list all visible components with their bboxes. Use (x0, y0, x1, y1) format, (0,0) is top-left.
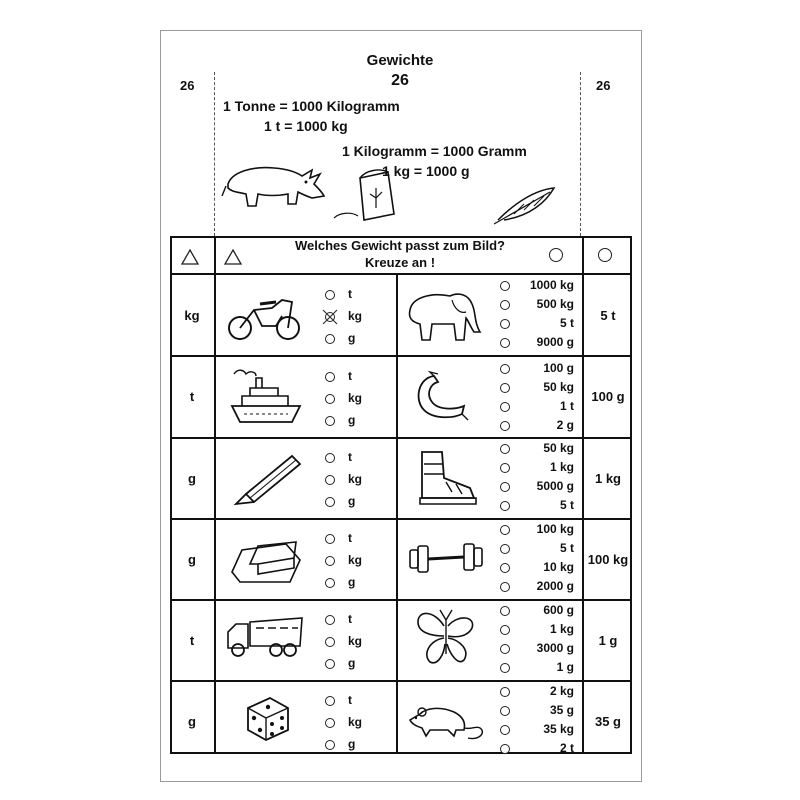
left-option-circle[interactable] (325, 556, 335, 566)
right-option-circle[interactable] (500, 319, 510, 329)
mouse-illustration (406, 700, 486, 744)
left-option-label: g (348, 737, 356, 751)
left-option-circle[interactable] (325, 497, 335, 507)
right-option-circle[interactable] (500, 338, 510, 348)
left-option-label: t (348, 693, 352, 707)
right-answer-cell: 100 g (591, 389, 625, 404)
left-option-circle[interactable] (325, 334, 335, 344)
left-option-circle[interactable] (325, 453, 335, 463)
right-option-label: 9000 g (536, 335, 574, 349)
right-option-label: 500 kg (536, 297, 574, 311)
right-option-label: 2 g (556, 418, 574, 432)
left-option-circle[interactable] (325, 372, 335, 382)
question-line-1: Welches Gewicht passt zum Bild? (295, 238, 505, 253)
circle-icon (549, 248, 563, 262)
left-option-circle[interactable] (325, 578, 335, 588)
right-option-label: 2000 g (536, 579, 574, 593)
right-option-label: 1000 kg (529, 278, 574, 292)
right-option-label: 2 t (559, 741, 574, 755)
right-option-label: 1 t (559, 399, 574, 413)
right-option-label: 1 kg (549, 622, 574, 636)
right-option-circle[interactable] (500, 482, 510, 492)
ski-boot-illustration (416, 448, 478, 510)
left-option-label: t (348, 287, 352, 301)
right-option-label: 100 g (543, 361, 574, 375)
left-answer-cell: t (189, 389, 195, 404)
right-option-label: 35 g (549, 703, 574, 717)
right-option-circle[interactable] (500, 421, 510, 431)
dice-illustration (242, 694, 292, 744)
row-divider-4 (170, 599, 632, 601)
left-option-label: kg (348, 634, 363, 648)
right-option-label: 5000 g (536, 479, 574, 493)
left-option-label: kg (348, 391, 363, 405)
formula-tonne: 1 Tonne = 1000 Kilogramm (223, 98, 400, 114)
circle-icon (598, 248, 612, 262)
left-option-circle[interactable] (325, 534, 335, 544)
right-option-circle[interactable] (500, 644, 510, 654)
left-option-label: g (348, 575, 356, 589)
left-answer-cell: g (188, 471, 196, 486)
formula-kg: 1 kg = 1000 g (382, 163, 470, 179)
col-divider-2 (396, 273, 398, 754)
right-option-circle[interactable] (500, 501, 510, 511)
right-option-circle[interactable] (500, 687, 510, 697)
right-option-circle[interactable] (500, 444, 510, 454)
fold-line-left (214, 72, 215, 236)
right-answer-cell: 100 kg (587, 552, 629, 567)
row-divider-5 (170, 680, 632, 682)
left-option-label: t (348, 531, 352, 545)
left-option-circle[interactable] (325, 475, 335, 485)
left-answer-cell: kg (184, 308, 200, 323)
right-answer-cell: 5 t (600, 308, 616, 323)
right-option-circle[interactable] (500, 383, 510, 393)
side-number-right: 26 (596, 78, 611, 93)
page-title: Gewichte (366, 52, 434, 69)
pencil-illustration (232, 450, 302, 506)
left-option-label: kg (348, 715, 363, 729)
fold-line-right (580, 72, 581, 236)
right-option-label: 1 kg (549, 460, 574, 474)
right-option-label: 50 kg (543, 380, 574, 394)
right-option-circle[interactable] (500, 706, 510, 716)
row-divider-3 (170, 518, 632, 520)
triangle-icon (223, 248, 243, 266)
question-line-2: Kreuze an ! (364, 255, 436, 270)
left-option-label: g (348, 656, 356, 670)
right-option-label: 3000 g (536, 641, 574, 655)
right-option-circle[interactable] (500, 300, 510, 310)
left-option-circle[interactable] (325, 615, 335, 625)
formula-kilogramm: 1 Kilogramm = 1000 Gramm (342, 143, 527, 159)
left-answer-cell: g (188, 552, 196, 567)
left-option-label: kg (348, 472, 363, 486)
right-option-circle[interactable] (500, 544, 510, 554)
elephant-illustration (406, 290, 484, 344)
left-option-circle[interactable] (325, 659, 335, 669)
butter-illustration (228, 530, 304, 586)
left-option-label: kg (348, 309, 363, 323)
right-option-circle[interactable] (500, 744, 510, 754)
formula-t: 1 t = 1000 kg (264, 118, 348, 134)
right-answer-cell: 1 g (598, 633, 618, 648)
left-option-label: kg (348, 553, 363, 567)
col-divider-1 (214, 236, 216, 754)
left-option-circle[interactable] (325, 290, 335, 300)
table-header-divider (170, 273, 632, 275)
butterfly-illustration (414, 606, 478, 668)
left-option-label: t (348, 612, 352, 626)
cross-mark-icon (322, 309, 338, 325)
right-option-label: 5 t (559, 316, 574, 330)
motorcycle-illustration (226, 290, 304, 342)
left-option-circle[interactable] (325, 696, 335, 706)
left-option-label: g (348, 331, 356, 345)
right-option-label: 5 t (559, 541, 574, 555)
right-option-label: 2 kg (549, 684, 574, 698)
right-option-circle[interactable] (500, 463, 510, 473)
row-divider-2 (170, 437, 632, 439)
left-option-label: t (348, 450, 352, 464)
triangle-icon (180, 248, 200, 266)
left-answer-cell: t (189, 633, 195, 648)
page-number: 26 (391, 72, 409, 89)
right-option-label: 100 kg (536, 522, 574, 536)
left-option-circle[interactable] (325, 394, 335, 404)
left-answer-cell: g (188, 714, 196, 729)
left-option-label: t (348, 369, 352, 383)
right-option-circle[interactable] (500, 563, 510, 573)
sausage-illustration (414, 370, 470, 422)
right-option-label: 1 g (556, 660, 574, 674)
truck-illustration (226, 614, 306, 660)
flour-bag-illustration (330, 166, 402, 222)
left-option-circle[interactable] (325, 416, 335, 426)
right-option-circle[interactable] (500, 606, 510, 616)
left-option-circle[interactable] (325, 637, 335, 647)
left-option-label: g (348, 413, 356, 427)
dumbbell-illustration (406, 540, 486, 576)
right-option-circle[interactable] (500, 725, 510, 735)
right-option-label: 600 g (543, 603, 574, 617)
right-option-circle[interactable] (500, 582, 510, 592)
left-option-label: g (348, 494, 356, 508)
right-option-circle[interactable] (500, 525, 510, 535)
right-option-label: 5 t (559, 498, 574, 512)
right-option-circle[interactable] (500, 281, 510, 291)
right-option-circle[interactable] (500, 625, 510, 635)
right-option-circle[interactable] (500, 402, 510, 412)
right-option-label: 10 kg (543, 560, 574, 574)
left-option-circle[interactable] (325, 740, 335, 750)
right-answer-cell: 35 g (594, 714, 621, 729)
right-option-circle[interactable] (500, 364, 510, 374)
right-option-circle[interactable] (500, 663, 510, 673)
right-option-label: 50 kg (543, 441, 574, 455)
side-number-left: 26 (180, 78, 195, 93)
right-option-label: 35 kg (543, 722, 574, 736)
left-option-circle[interactable] (325, 718, 335, 728)
row-divider-1 (170, 355, 632, 357)
ship-illustration (230, 366, 302, 428)
right-answer-cell: 1 kg (594, 471, 621, 486)
feather-illustration (494, 184, 558, 226)
rhino-illustration (222, 162, 328, 214)
